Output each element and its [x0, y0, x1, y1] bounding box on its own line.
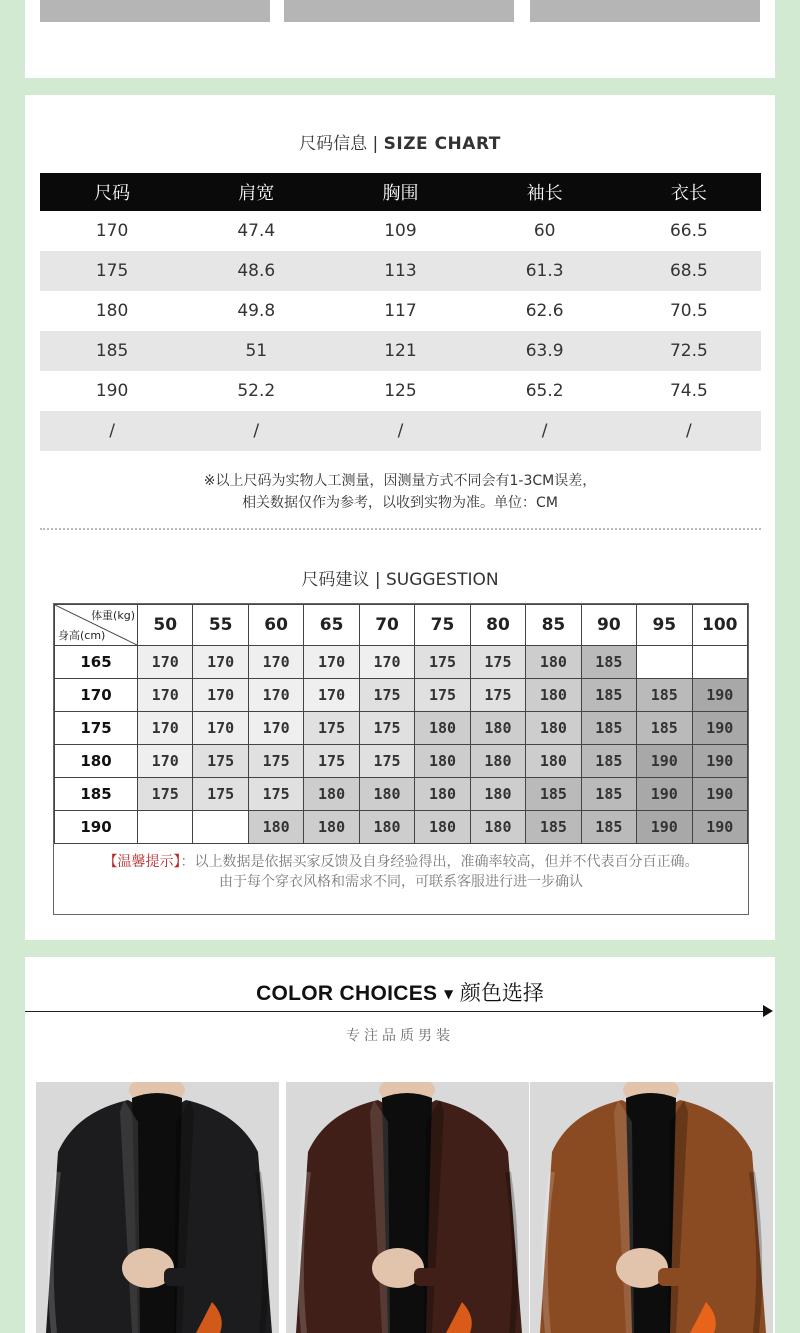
size-chart-cell: 117: [384, 301, 417, 321]
size-chart-cell: 121: [328, 331, 472, 371]
size-chart-cell: 49.8: [237, 301, 276, 321]
size-chart-cell: 48.6: [184, 251, 328, 291]
previous-section-panel: [25, 0, 775, 78]
black-jacket-photo[interactable]: [36, 1082, 279, 1333]
suggestion-body: [55, 646, 748, 844]
suggested-size-cell: 175: [415, 646, 470, 679]
height-row-header: 165: [55, 646, 138, 679]
suggested-size-cell: 185: [637, 712, 692, 745]
size-chart-cell: 63.9: [473, 331, 617, 371]
suggested-size-cell: 190: [692, 811, 747, 844]
suggested-size-cell: 175: [470, 679, 525, 712]
color-title-cn: 颜色选择: [459, 981, 544, 1005]
suggested-size-cell: 180: [470, 745, 525, 778]
suggested-size-cell: 170: [138, 679, 193, 712]
suggested-size-cell: 185: [581, 778, 636, 811]
weight-header: 75: [415, 605, 470, 646]
suggested-size-cell: 180: [415, 712, 470, 745]
size-chart-cell: 170: [95, 221, 129, 241]
height-row-header: 180: [55, 745, 138, 778]
suggestion-header-row: [55, 605, 748, 646]
suggested-size-cell: 180: [304, 811, 359, 844]
size-note: [25, 470, 775, 514]
suggested-size-cell: 180: [526, 646, 581, 679]
suggestion-table: [54, 604, 748, 844]
suggested-size-cell: 190: [637, 778, 692, 811]
suggested-size-cell: 180: [470, 778, 525, 811]
suggested-size-cell: 180: [415, 745, 470, 778]
weight-header: 80: [470, 605, 525, 646]
suggested-size-cell: 180: [359, 778, 414, 811]
suggestion-row: [55, 745, 748, 778]
size-chart-cell: 72.5: [617, 331, 761, 371]
suggested-size-cell: 175: [193, 745, 248, 778]
height-row-header: 175: [55, 712, 138, 745]
suggested-size-cell: 170: [193, 679, 248, 712]
weight-header: 55: [193, 605, 248, 646]
tip-line1: ：以上数据是依据买家反馈及自身经验得出，准确率较高，但并不代表百分百正确。: [180, 854, 699, 870]
suggested-size-cell: 175: [193, 778, 248, 811]
size-chart-row: [40, 251, 761, 291]
suggested-size-cell: 190: [637, 811, 692, 844]
size-chart-row: [40, 331, 761, 371]
suggested-size-cell: 185: [581, 712, 636, 745]
suggested-size-cell: 185: [526, 811, 581, 844]
weight-header: 85: [526, 605, 581, 646]
suggested-size-cell: 180: [304, 778, 359, 811]
suggested-size-cell: 190: [692, 712, 747, 745]
size-chart-title-cn: 尺码信息 |: [299, 134, 379, 154]
dark-brown-jacket-photo[interactable]: [286, 1082, 529, 1333]
size-chart-cell: 180: [95, 301, 129, 321]
suggested-size-cell: 170: [248, 679, 303, 712]
suggested-size-cell: 170: [304, 679, 359, 712]
size-chart-cell: 61.3: [473, 251, 617, 291]
weight-height-corner: [55, 605, 138, 646]
suggested-size-cell: 175: [304, 712, 359, 745]
size-chart-cell: 62.6: [525, 301, 564, 321]
suggestion-box: [53, 603, 749, 915]
suggested-size-cell: 170: [248, 646, 303, 679]
suggested-size-cell: 175: [359, 712, 414, 745]
size-chart-panel: [25, 95, 775, 940]
suggestion-row: [55, 712, 748, 745]
suggested-size-cell: [692, 646, 747, 679]
size-chart-title-en: SIZE CHART: [383, 134, 501, 154]
suggested-size-cell: [193, 811, 248, 844]
size-chart-cell: 70.5: [669, 301, 708, 321]
weight-header: 95: [637, 605, 692, 646]
color-choices-panel: [25, 957, 775, 1333]
color-swatch: [530, 0, 760, 22]
size-chart-title: [25, 129, 775, 154]
suggested-size-cell: 185: [637, 679, 692, 712]
suggested-size-cell: 180: [415, 811, 470, 844]
height-label: 身高(cm): [58, 629, 106, 642]
suggested-size-cell: 180: [415, 778, 470, 811]
tip-line2: 由于每个穿衣风格和需求不同，可联系客服进行进一步确认: [219, 874, 583, 890]
tan-brown-jacket-photo[interactable]: [530, 1082, 773, 1333]
size-chart-cell: /: [328, 411, 472, 451]
suggestion-row: [55, 778, 748, 811]
header-chest: 胸围: [328, 173, 472, 211]
suggested-size-cell: 175: [359, 745, 414, 778]
suggested-size-cell: 180: [470, 811, 525, 844]
suggested-size-cell: 190: [637, 745, 692, 778]
size-chart-cell: 190: [95, 381, 129, 401]
suggestion-title: 尺码建议 | SUGGESTION: [301, 570, 499, 590]
size-chart-row: [40, 411, 761, 451]
color-swatch: [40, 0, 270, 22]
size-chart-cell: 175: [40, 251, 184, 291]
suggested-size-cell: 175: [359, 679, 414, 712]
header-sleeve: 袖长: [473, 173, 617, 211]
suggested-size-cell: 185: [526, 778, 581, 811]
size-chart-cell: 74.5: [669, 381, 708, 401]
size-chart-cell: 65.2: [525, 381, 564, 401]
size-chart-cell: 68.5: [617, 251, 761, 291]
size-chart-cell: /: [473, 411, 617, 451]
tip-label: 【温馨提示】: [103, 854, 181, 870]
suggested-size-cell: 170: [138, 646, 193, 679]
size-chart-cell: 52.2: [237, 381, 276, 401]
suggested-size-cell: 190: [692, 745, 747, 778]
size-chart-cell: 125: [384, 381, 417, 401]
tagline: 专注品质男装: [346, 1028, 454, 1044]
size-chart-cell: 109: [384, 221, 417, 241]
suggested-size-cell: 175: [138, 778, 193, 811]
suggested-size-cell: 180: [526, 679, 581, 712]
suggested-size-cell: 170: [138, 712, 193, 745]
header-length: 衣长: [617, 173, 761, 211]
weight-header: 60: [248, 605, 303, 646]
suggested-size-cell: 175: [304, 745, 359, 778]
suggested-size-cell: 185: [581, 646, 636, 679]
size-note-line1: ※以上尺码为实物人工测量，因测量方式不同会有1-3CM误差，: [203, 473, 597, 489]
weight-header: 70: [359, 605, 414, 646]
suggested-size-cell: 170: [359, 646, 414, 679]
header-size: 尺码: [40, 173, 184, 211]
size-chart-cell: 113: [328, 251, 472, 291]
suggestion-row: [55, 679, 748, 712]
suggested-size-cell: 185: [581, 679, 636, 712]
title-rule: [25, 1011, 767, 1012]
size-chart-table: [40, 173, 761, 451]
suggested-size-cell: 170: [304, 646, 359, 679]
weight-header: 100: [692, 605, 747, 646]
weight-label: 体重(kg): [91, 609, 135, 622]
size-chart-cell: 60: [533, 221, 556, 241]
suggested-size-cell: 180: [359, 811, 414, 844]
size-chart-header-row: [40, 173, 761, 211]
suggested-size-cell: 190: [692, 778, 747, 811]
size-note-line2: 相关数据仅作为参考，以收到实物为准。单位：CM: [242, 495, 558, 511]
suggested-size-cell: 185: [581, 811, 636, 844]
size-chart-row: [40, 291, 761, 331]
suggested-size-cell: 170: [193, 646, 248, 679]
size-chart-row: [40, 371, 761, 411]
color-choices-title: [25, 977, 775, 1007]
weight-header: 50: [138, 605, 193, 646]
size-chart-cell: 185: [40, 331, 184, 371]
height-row-header: 190: [55, 811, 138, 844]
suggested-size-cell: 180: [470, 712, 525, 745]
suggested-size-cell: 180: [248, 811, 303, 844]
height-row-header: 185: [55, 778, 138, 811]
suggested-size-cell: 170: [248, 712, 303, 745]
suggested-size-cell: 175: [248, 745, 303, 778]
suggested-size-cell: 185: [581, 745, 636, 778]
triangle-down-icon: ▼: [444, 987, 454, 1001]
height-row-header: 170: [55, 679, 138, 712]
suggested-size-cell: 175: [415, 679, 470, 712]
size-chart-cell: 47.4: [237, 221, 276, 241]
color-title-en: COLOR CHOICES: [256, 982, 438, 1005]
suggested-size-cell: 175: [248, 778, 303, 811]
suggested-size-cell: [138, 811, 193, 844]
header-shoulder: 肩宽: [184, 173, 328, 211]
suggestion-row: [55, 646, 748, 679]
suggested-size-cell: 180: [526, 712, 581, 745]
suggestion-row: [55, 811, 748, 844]
size-chart-cell: 66.5: [669, 221, 708, 241]
size-chart-body: [40, 211, 761, 451]
warm-tip: [54, 852, 748, 892]
weight-header: 65: [304, 605, 359, 646]
size-chart-row: [40, 211, 761, 251]
color-swatch: [284, 0, 514, 22]
dotted-divider: [40, 528, 761, 530]
arrow-right-icon: [763, 1005, 773, 1017]
suggested-size-cell: 175: [470, 646, 525, 679]
size-chart-cell: /: [40, 411, 184, 451]
suggested-size-cell: 180: [526, 745, 581, 778]
size-chart-cell: /: [184, 411, 328, 451]
suggested-size-cell: 190: [692, 679, 747, 712]
size-chart-cell: /: [617, 411, 761, 451]
weight-header: 90: [581, 605, 636, 646]
suggested-size-cell: 170: [193, 712, 248, 745]
size-chart-cell: 51: [184, 331, 328, 371]
suggested-size-cell: [637, 646, 692, 679]
suggested-size-cell: 170: [138, 745, 193, 778]
